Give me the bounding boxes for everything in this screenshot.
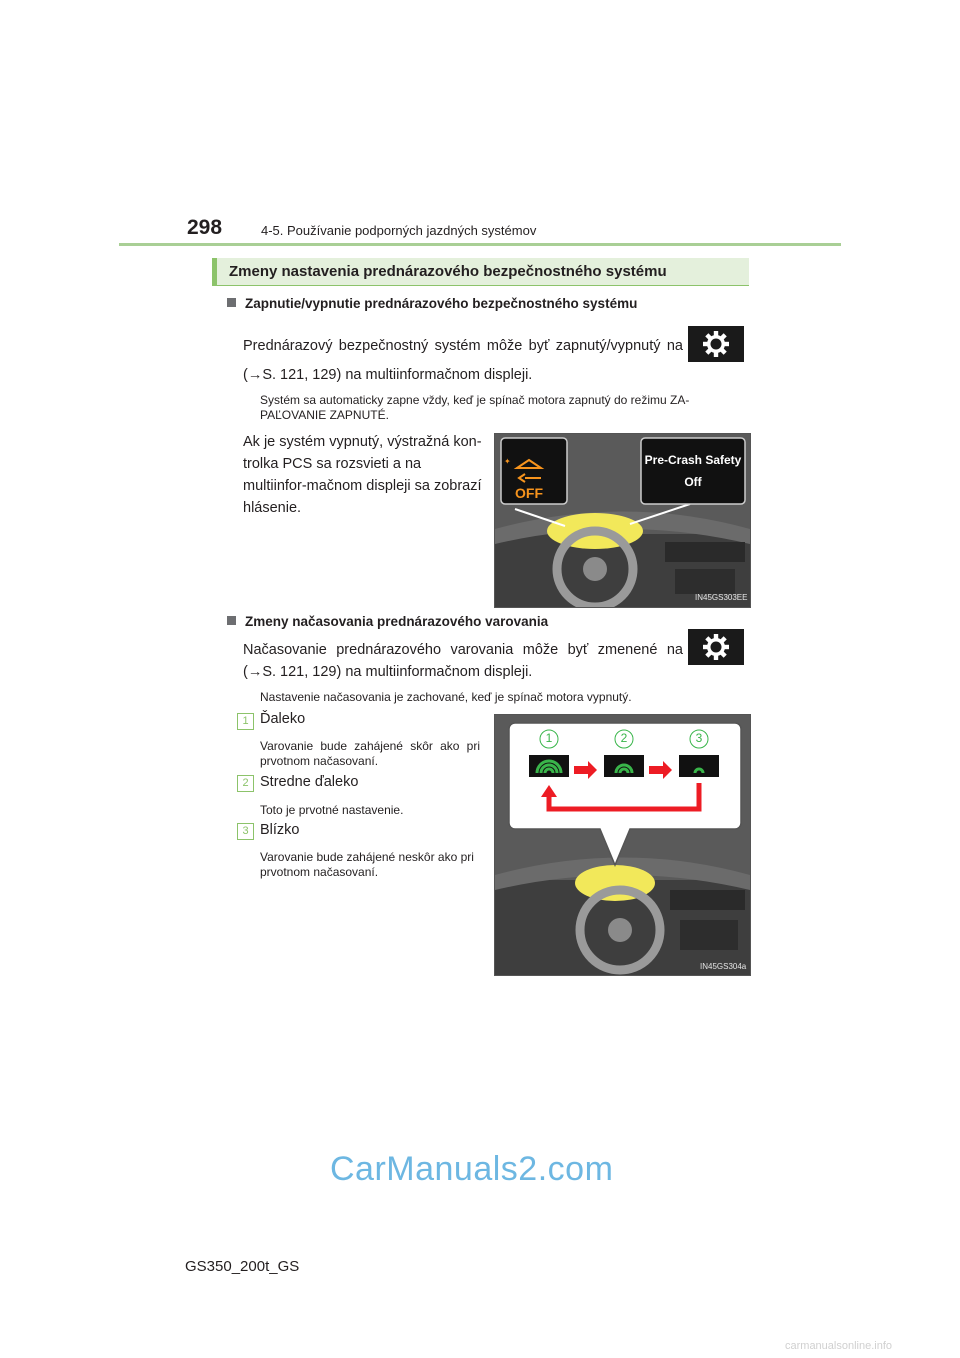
- section-title-bar: [212, 258, 749, 286]
- watermark-secondary: carmanualsonline.info: [785, 1340, 893, 1352]
- footer-model: GS350_200t_GS: [185, 1258, 300, 1275]
- svg-text:✦: ✦: [504, 457, 511, 466]
- timing-label-3: 3: [695, 731, 703, 745]
- subheading-warning-timing: Zmeny načasovania prednárazového varovania: [227, 614, 548, 629]
- page-number: 298: [187, 216, 223, 239]
- item-title-middle: Stredne ďaleko: [260, 774, 359, 790]
- block1-line2: (→S. 121, 129) na multiinformačnom displeji.: [243, 367, 533, 383]
- item-title-far: Ďaleko: [260, 711, 306, 727]
- item-number-badge: 1: [237, 713, 254, 730]
- item-desc-near: Varovanie bude zahájené neskôr ako pri prvotnom načasovaní.: [260, 850, 474, 879]
- image-code: IN45GS304a: [700, 962, 747, 971]
- header-divider: [119, 243, 841, 246]
- block2-line2: (→S. 121, 129) na multiinformačnom displeji.: [243, 664, 533, 680]
- block1-paragraph: Ak je systém vypnutý, výstražná kon-trolka PCS sa rozsvieti a na multiinfor-mačnom displeji sa zobrazí hlásenie.: [243, 434, 482, 516]
- section-title: Zmeny nastavenia prednárazového bezpečnostného systému: [229, 263, 667, 280]
- item-desc-middle: Toto je prvotné nastavenie.: [260, 803, 404, 817]
- display-text-line1: Pre-Crash Safety: [644, 453, 742, 467]
- subheading-pcs-toggle: Zapnutie/vypnutie prednárazového bezpečnostného systému: [227, 296, 637, 311]
- timing-label-1: 1: [545, 731, 553, 745]
- timing-label-2: 2: [620, 731, 628, 745]
- bullet-square-icon: [227, 616, 236, 625]
- block1-note: Systém sa automaticky zapne vždy, keď je spínač motora zapnutý do režimu ZA-PAĽOVANIE ZAPNUTÉ.: [260, 393, 690, 422]
- watermark: CarManuals2.com: [330, 1150, 614, 1188]
- display-text-line2: Off: [684, 475, 702, 489]
- image-code: IN45GS303EE: [695, 593, 748, 602]
- item-title-near: Blízko: [260, 822, 300, 838]
- block2-note: Nastavenie načasovania je zachované, keď je spínač motora vypnutý.: [260, 690, 632, 704]
- block2-line1: Načasovanie prednárazového varovania môže byť zmenené na: [243, 642, 683, 658]
- block1-line1: Prednárazový bezpečnostný systém môže byť zapnutý/vypnutý na: [243, 338, 683, 354]
- pcs-off-label: OFF: [515, 485, 543, 501]
- warning-timing-illustration: [494, 714, 751, 976]
- settings-gear-icon: [688, 326, 744, 362]
- settings-gear-icon: [688, 629, 744, 665]
- pcs-off-illustration: [494, 433, 751, 608]
- bullet-square-icon: [227, 298, 236, 307]
- item-number-badge: 3: [237, 823, 254, 840]
- chapter-title: 4-5. Používanie podporných jazdných systémov: [261, 223, 537, 238]
- item-number-badge: 2: [237, 775, 254, 792]
- item-desc-far: Varovanie bude zahájené skôr ako pri prvotnom načasovaní.: [260, 739, 480, 768]
